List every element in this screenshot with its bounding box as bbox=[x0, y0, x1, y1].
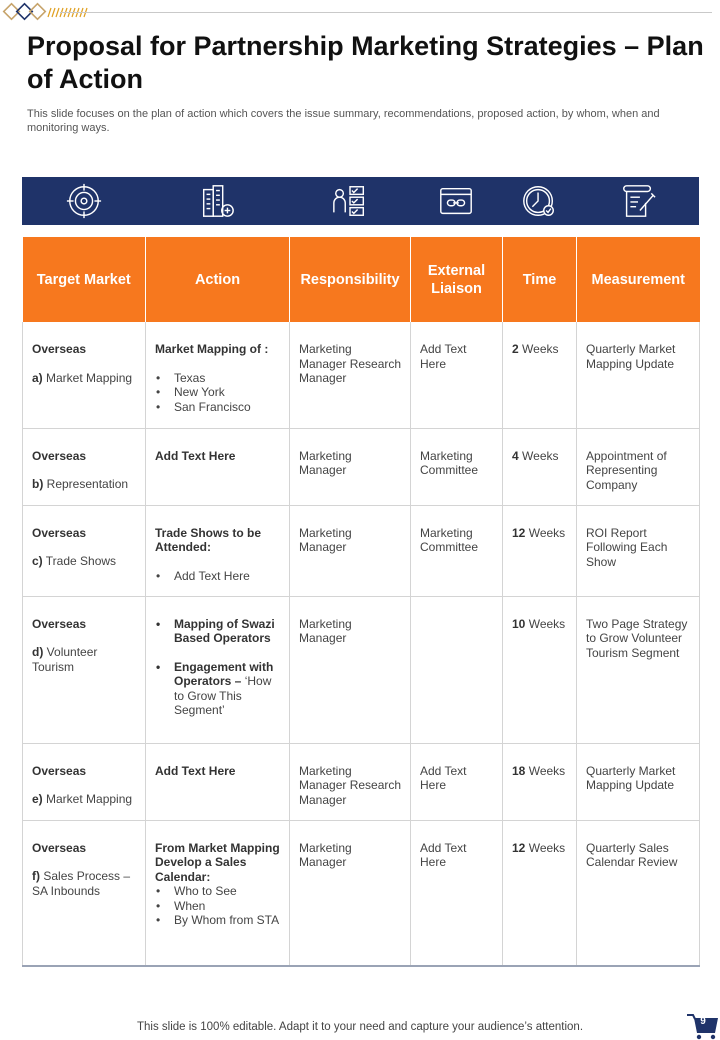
page-title: Proposal for Partnership Marketing Strategies – Plan of Action bbox=[27, 31, 704, 94]
target-market-cell bbox=[23, 596, 146, 743]
top-divider bbox=[60, 12, 712, 13]
list-item: • By Whom from STA bbox=[155, 913, 281, 928]
page-subtitle: This slide focuses on the plan of action which covers the issue summary, recommendations, proposed action, by whom, when and monitoring ways. bbox=[27, 108, 660, 134]
action-cell bbox=[146, 505, 290, 596]
list-item: • Who to See bbox=[155, 884, 281, 899]
time-number: 4 bbox=[512, 448, 519, 463]
time-number: 12 bbox=[512, 525, 526, 540]
time-cell bbox=[503, 428, 577, 505]
list-item: • San Francisco bbox=[155, 400, 281, 415]
list-item: • When bbox=[155, 899, 281, 914]
column-header: Target Market bbox=[23, 237, 146, 322]
target-icon bbox=[22, 177, 145, 225]
measurement-cell: ROI Report Following Each Show bbox=[577, 505, 700, 596]
icon-bar bbox=[22, 177, 699, 225]
plan-of-action-table bbox=[22, 237, 700, 967]
action-heading: Add Text Here bbox=[155, 763, 236, 778]
liaison-cell: Add Text Here bbox=[411, 743, 503, 820]
column-header: Responsibility bbox=[290, 237, 411, 322]
list-item: • New York bbox=[155, 385, 281, 400]
list-item-text: Engagement with Operators – bbox=[174, 659, 274, 688]
target-market-cell bbox=[23, 428, 146, 505]
market-letter: b) bbox=[32, 477, 44, 491]
column-header: Time bbox=[503, 237, 577, 322]
market-region: Overseas bbox=[32, 616, 87, 631]
time-unit: Weeks bbox=[528, 616, 566, 631]
action-cell bbox=[146, 596, 290, 743]
measurement-cell: Appointment of Representing Company bbox=[577, 428, 700, 505]
time-unit: Weeks bbox=[528, 763, 566, 778]
market-region: Overseas bbox=[32, 342, 87, 356]
liaison-cell: Add Text Here bbox=[411, 322, 503, 428]
market-name: Representation bbox=[46, 477, 129, 491]
target-market-cell bbox=[23, 820, 146, 966]
time-number: 2 bbox=[512, 342, 519, 356]
top-decoration bbox=[0, 0, 720, 26]
action-cell bbox=[146, 820, 290, 966]
action-cell bbox=[146, 743, 290, 820]
measurement-cell: Quarterly Sales Calendar Review bbox=[577, 820, 700, 966]
list-item: • Add Text Here bbox=[155, 569, 281, 584]
table-row bbox=[23, 596, 700, 743]
responsibility-cell: Marketing Manager bbox=[290, 505, 411, 596]
column-header: External Liaison bbox=[411, 237, 503, 322]
table-row bbox=[23, 505, 700, 596]
list-item: • Texas bbox=[155, 371, 281, 386]
measurement-cell: Two Page Strategy to Grow Volunteer Tourism Segment bbox=[577, 596, 700, 743]
liaison-cell: Add Text Here bbox=[411, 820, 503, 966]
action-heading: Market Mapping of : bbox=[155, 342, 269, 356]
action-list bbox=[155, 371, 281, 415]
liaison-cell: Marketing Committee bbox=[411, 428, 503, 505]
time-cell bbox=[503, 820, 577, 966]
time-cell bbox=[503, 743, 577, 820]
browser-link-icon bbox=[410, 177, 502, 225]
responsibility-cell: Marketing Manager Research Manager bbox=[290, 743, 411, 820]
time-unit: Weeks bbox=[528, 525, 566, 540]
time-cell bbox=[503, 596, 577, 743]
team-checklist-icon bbox=[289, 177, 410, 225]
responsibility-cell: Marketing Manager bbox=[290, 428, 411, 505]
time-unit: Weeks bbox=[522, 342, 559, 356]
market-name: Volunteer Tourism bbox=[32, 645, 98, 674]
market-region: Overseas bbox=[32, 525, 87, 540]
quoted-text: ‘How to Grow This Segment’ bbox=[174, 674, 272, 717]
clock-check-icon bbox=[502, 177, 576, 225]
target-market-cell bbox=[23, 505, 146, 596]
action-list bbox=[155, 569, 281, 584]
responsibility-cell: Marketing Manager bbox=[290, 596, 411, 743]
table-header-row bbox=[23, 237, 700, 322]
target-market-cell bbox=[23, 322, 146, 428]
column-header: Measurement bbox=[577, 237, 700, 322]
list-item bbox=[155, 660, 281, 718]
table-row bbox=[23, 743, 700, 820]
market-region: Overseas bbox=[32, 448, 87, 463]
time-unit: Weeks bbox=[528, 840, 566, 855]
market-letter: d) bbox=[32, 645, 44, 659]
market-region: Overseas bbox=[32, 763, 87, 778]
table-row bbox=[23, 322, 700, 428]
responsibility-cell: Marketing Manager Research Manager bbox=[290, 322, 411, 428]
time-number: 10 bbox=[512, 616, 526, 631]
buildings-icon bbox=[145, 177, 289, 225]
footer-note: This slide is 100% editable. Adapt it to your need and capture your audience’s attention. bbox=[136, 1021, 584, 1033]
target-market-cell bbox=[23, 743, 146, 820]
list-item: • Mapping of Swazi Based Operators bbox=[155, 617, 281, 646]
action-cell bbox=[146, 322, 290, 428]
measurement-cell: Quarterly Market Mapping Update bbox=[577, 322, 700, 428]
liaison-cell: Marketing Committee bbox=[411, 505, 503, 596]
measurement-cell: Quarterly Market Mapping Update bbox=[577, 743, 700, 820]
market-name: Market Mapping bbox=[46, 370, 133, 385]
time-cell bbox=[503, 322, 577, 428]
page-number: 9 bbox=[700, 1016, 706, 1027]
market-letter: a) bbox=[32, 370, 43, 385]
liaison-cell bbox=[411, 596, 503, 743]
time-number: 18 bbox=[512, 763, 526, 778]
action-heading: Add Text Here bbox=[155, 448, 236, 463]
column-header: Action bbox=[146, 237, 290, 322]
document-edit-icon bbox=[576, 177, 699, 225]
market-name: Sales Process – SA Inbounds bbox=[32, 869, 131, 898]
time-unit: Weeks bbox=[522, 448, 559, 463]
market-letter: e) bbox=[32, 792, 43, 806]
action-list bbox=[155, 884, 281, 928]
action-list bbox=[155, 617, 281, 718]
action-heading: Trade Shows to be Attended: bbox=[155, 525, 262, 554]
market-name: Market Mapping bbox=[46, 792, 133, 806]
market-name: Trade Shows bbox=[45, 554, 117, 568]
time-number: 12 bbox=[512, 840, 526, 855]
market-region: Overseas bbox=[32, 840, 87, 855]
action-heading: From Market Mapping Develop a Sales Calendar: bbox=[155, 840, 280, 884]
action-cell bbox=[146, 428, 290, 505]
table-row bbox=[23, 428, 700, 505]
table-row bbox=[23, 820, 700, 966]
responsibility-cell: Marketing Manager bbox=[290, 820, 411, 966]
market-letter: f) bbox=[32, 869, 40, 883]
market-letter: c) bbox=[32, 554, 43, 568]
time-cell bbox=[503, 505, 577, 596]
